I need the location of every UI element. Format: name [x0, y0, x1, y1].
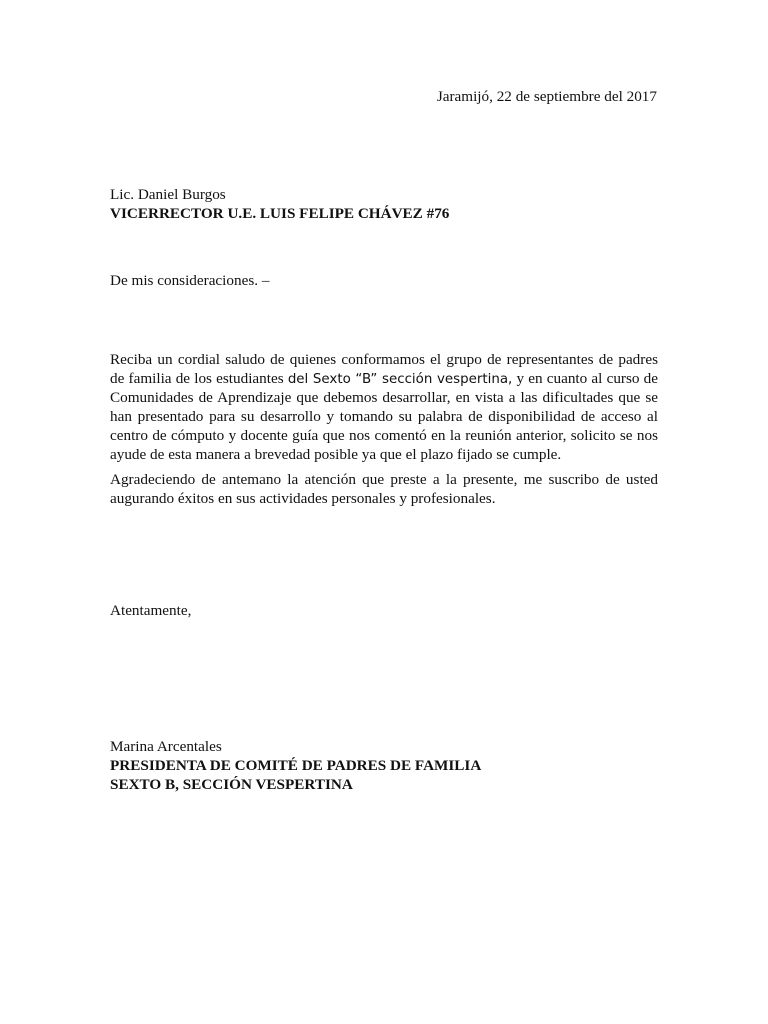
recipient-name: Lic. Daniel Burgos — [110, 186, 226, 203]
body-line: ayude de esta manera a brevedad posible ya que el plazo fijado se cumple. — [110, 446, 562, 463]
body-paragraph-2 — [110, 470, 658, 508]
body-text: de familia de los estudiantes — [110, 370, 288, 387]
body-text: y en cuanto al curso de — [512, 370, 658, 387]
body-paragraph-1 — [110, 350, 658, 464]
letter-date: Jaramijó, 22 de septiembre del 2017 — [436, 88, 657, 105]
recipient-title: VICERRECTOR U.E. LUIS FELIPE CHÁVEZ #76 — [110, 205, 450, 222]
closing: Atentamente, — [110, 602, 192, 619]
body-line: centro de cómputo y docente guía que nos comentó en la reunión anterior, solicito se nos — [110, 427, 658, 444]
signer-section: SEXTO B, SECCIÓN VESPERTINA — [110, 776, 353, 793]
body-line — [110, 369, 658, 388]
body-line: Reciba un cordial saludo de quienes conformamos el grupo de representantes de padres — [110, 351, 658, 368]
signer-name: Marina Arcentales — [110, 738, 222, 755]
greeting: De mis consideraciones. – — [110, 272, 270, 289]
course-reference: del Sexto “B” sección vespertina, — [287, 372, 513, 387]
signer-title: PRESIDENTA DE COMITÉ DE PADRES DE FAMILIA — [110, 757, 482, 774]
body-line: Comunidades de Aprendizaje que debemos desarrollar, en vista a las dificultades que se — [110, 389, 658, 406]
body-line: augurando éxitos en sus actividades personales y profesionales. — [110, 490, 496, 507]
body-line: Agradeciendo de antemano la atención que preste a la presente, me suscribo de usted — [110, 471, 658, 488]
body-line: han presentado para su desarrollo y tomando su palabra de disponibilidad de acceso al — [110, 408, 658, 425]
